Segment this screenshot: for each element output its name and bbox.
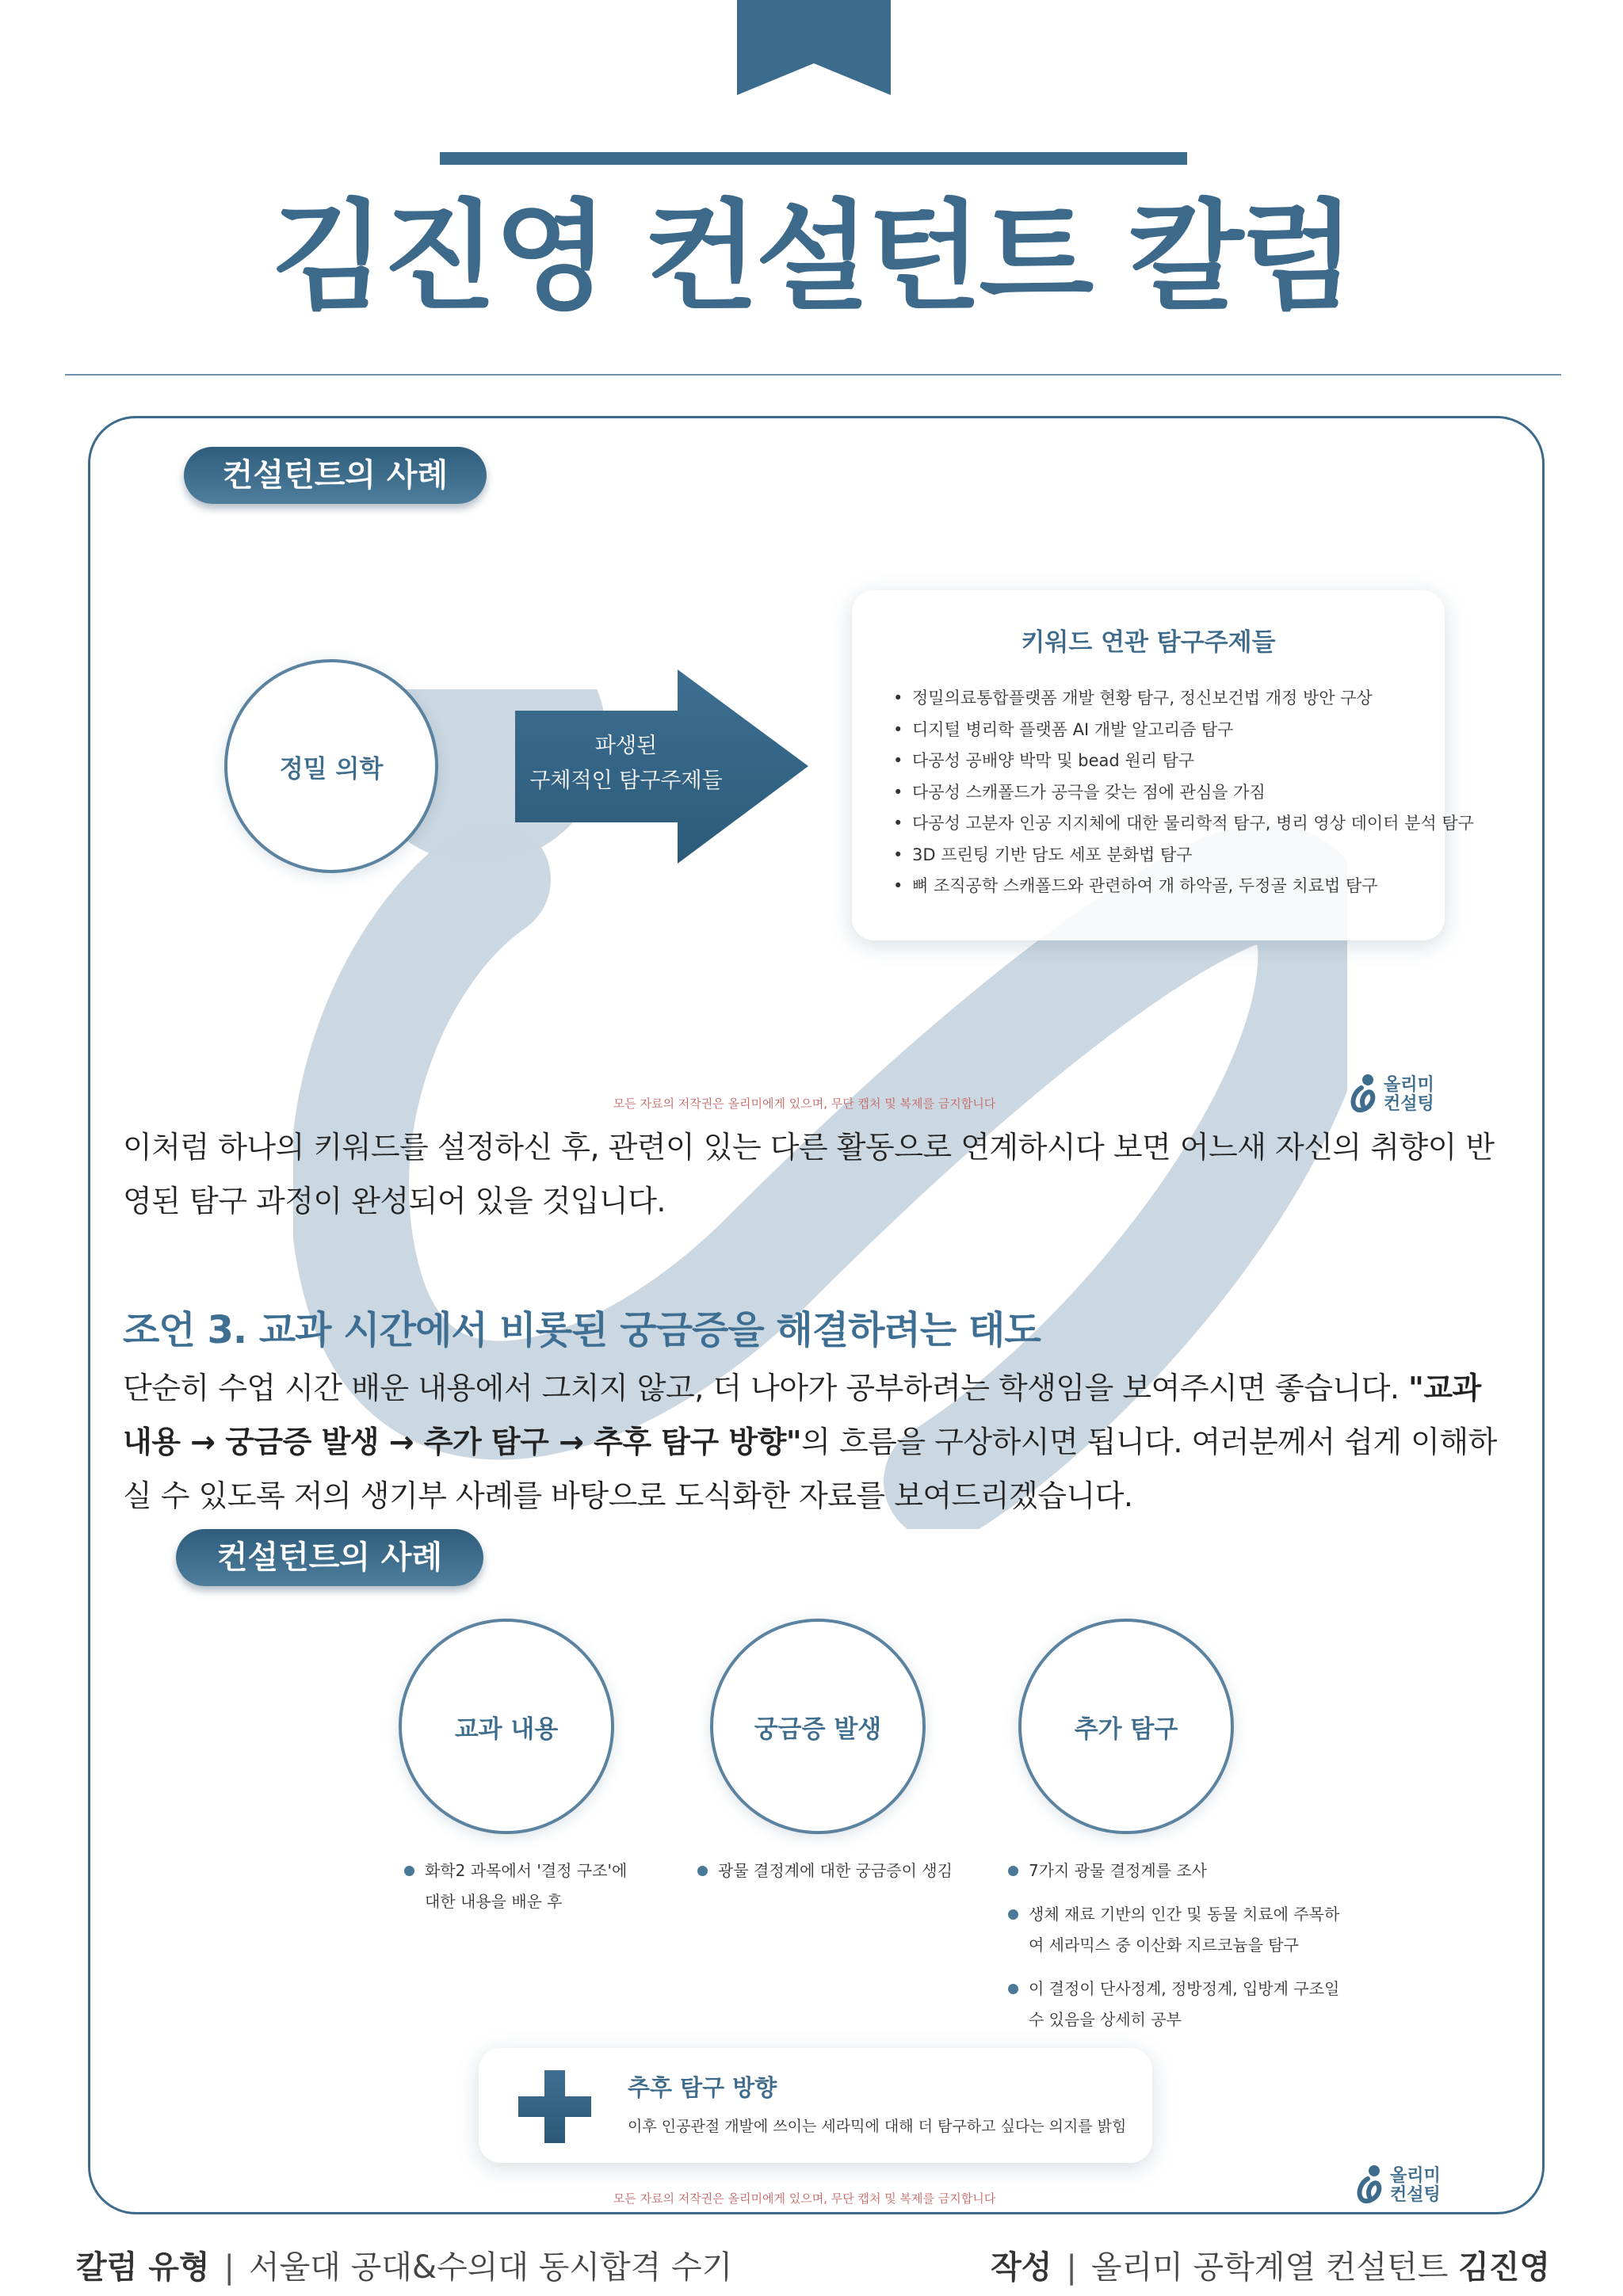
step-notes-curiosity xyxy=(697,1855,959,1899)
step-note: 이 결정이 단사정계, 정방정계, 입방계 구조일 수 있음을 상세히 공부 xyxy=(1008,1974,1349,2035)
topic-item: • 다공성 고분자 인공 지지체에 대한 물리학적 탐구, 병리 영상 데이터 분석 탐구 xyxy=(893,808,1445,840)
step-label: 교과 내용 xyxy=(454,1714,559,1744)
topic-list xyxy=(893,683,1474,902)
copyright-notice-2: 모든 자료의 저작권은 올리미에게 있으며, 무단 캡처 및 복제를 금지합니다 xyxy=(613,2191,996,2206)
logo-line1: 올리미 xyxy=(1384,1075,1434,1095)
topic-item: • 뼈 조직공학 스캐폴드와 관련하여 개 하악골, 두정골 치료법 탐구 xyxy=(893,871,1445,902)
topic-item: • 다공성 공배양 박막 및 bead 원리 탐구 xyxy=(893,746,1445,777)
footer-type-label: 칼럼 유형 xyxy=(76,2249,210,2286)
advice3-text xyxy=(123,1361,1518,1523)
paragraph-intro: 이처럼 하나의 키워드를 설정하신 후, 관련이 있는 다른 활동으로 연계하시다 보면 어느새 자신의 취향이 반영된 탐구 과정이 완성되어 있을 것입니다. xyxy=(123,1130,1495,1219)
step-circle-subject xyxy=(399,1619,614,1834)
step-circle-further xyxy=(1018,1619,1234,1834)
future-direction-card xyxy=(479,2048,1152,2163)
case-badge-2: 컨설턴트의 사례 xyxy=(176,1529,483,1586)
topic-item: • 디지털 병리학 플랫폼 AI 개발 알고리즘 탐구 xyxy=(893,715,1445,746)
arrow-caption-line2: 구체적인 탐구주제들 xyxy=(529,769,723,793)
keyword-topics-card xyxy=(852,590,1474,940)
footer-separator: | xyxy=(1066,2249,1077,2286)
header-divider xyxy=(65,374,1561,376)
step-note: 생체 재료 기반의 인간 및 동물 치료에 주목하여 세라믹스 중 이산화 지르코늄을 탐구 xyxy=(1008,1899,1349,1961)
case-badge: 컨설턴트의 사례 xyxy=(184,447,487,504)
arrow-caption xyxy=(515,729,737,799)
logo-line1: 올리미 xyxy=(1390,2166,1441,2186)
page-title: 김진영 컨설턴트 칼럼 xyxy=(270,189,1353,326)
topic-item: • 3D 프린팅 기반 담도 세포 분화법 탐구 xyxy=(893,840,1445,871)
topic-item: • 다공성 스캐폴드가 공극을 갖는 점에 관심을 가짐 xyxy=(893,777,1445,809)
step-note: 7가지 광물 결정계를 조사 xyxy=(1008,1855,1349,1886)
step-label: 추가 탐구 xyxy=(1074,1714,1178,1744)
logo-text xyxy=(1390,2167,1441,2205)
step-note: 광물 결정계에 대한 궁금증이 생김 xyxy=(697,1855,959,1886)
olimi-logo-2 xyxy=(1354,2164,1441,2207)
future-text: 이후 인공관절 개발에 쓰이는 세라믹에 대해 더 탐구하고 싶다는 의지를 밝힘 xyxy=(628,2118,1127,2135)
footer-type-value: 서울대 공대&수의대 동시합격 수기 xyxy=(248,2249,733,2286)
logo-line2: 컨설팅 xyxy=(1384,1094,1434,1114)
card-title: 키워드 연관 탐구주제들 xyxy=(1021,628,1276,657)
logo-text xyxy=(1384,1076,1434,1114)
olimi-logo xyxy=(1347,1074,1434,1116)
advice3-text-b: 의 흐름을 구상하시면 됩니다. 여러분께서 쉽게 이해하실 수 있도록 저의 생기부 사례를 바탕으로 도식화한 자료를 보여드리겠습니다. xyxy=(123,1425,1497,1513)
plus-icon xyxy=(518,2070,591,2143)
footer-separator: | xyxy=(223,2249,235,2286)
footer-author xyxy=(991,2242,1550,2287)
topic-item: • 정밀의료통합플랫폼 개발 현황 탐구, 정신보건법 개정 방안 구상 xyxy=(893,683,1445,715)
keyword-label: 정밀 의학 xyxy=(279,754,384,784)
copyright-notice: 모든 자료의 저작권은 올리미에게 있으며, 무단 캡처 및 복제를 금지합니다 xyxy=(613,1097,996,1111)
olimi-logo-icon xyxy=(1354,2164,1385,2207)
step-label: 궁금증 발생 xyxy=(754,1714,882,1744)
step-circle-curiosity xyxy=(710,1619,926,1834)
footer-author-label: 작성 xyxy=(991,2249,1052,2286)
future-title: 추후 탐구 방향 xyxy=(628,2074,777,2101)
footer-author-value: 올리미 공학계열 컨설턴트 xyxy=(1090,2249,1459,2286)
bookmark-ribbon-icon xyxy=(737,0,891,95)
advice3-flow-bold: "교과 내용 → 궁금증 발생 → 추가 탐구 → 추후 탐구 방향" xyxy=(123,1371,1481,1459)
logo-line2: 컨설팅 xyxy=(1390,2185,1441,2205)
step-notes-subject xyxy=(404,1855,642,1930)
keyword-circle xyxy=(224,659,438,873)
footer-author-name: 김진영 xyxy=(1458,2249,1550,2286)
header-rule xyxy=(440,152,1187,165)
advice3-heading: 조언 3. 교과 시간에서 비롯된 궁금증을 해결하려는 태도 xyxy=(123,1308,1041,1352)
step-note: 화학2 과목에서 '결정 구조'에 대한 내용을 배운 후 xyxy=(404,1855,642,1917)
olimi-logo-icon xyxy=(1347,1074,1379,1116)
advice3-text-a: 단순히 수업 시간 배운 내용에서 그치지 않고, 더 나아가 공부하려는 학생임을 보여주시면 좋습니다. xyxy=(123,1371,1409,1405)
arrow-caption-line1: 파생된 xyxy=(594,734,658,758)
step-notes-further xyxy=(1008,1855,1349,2048)
footer-column-type xyxy=(76,2242,732,2287)
